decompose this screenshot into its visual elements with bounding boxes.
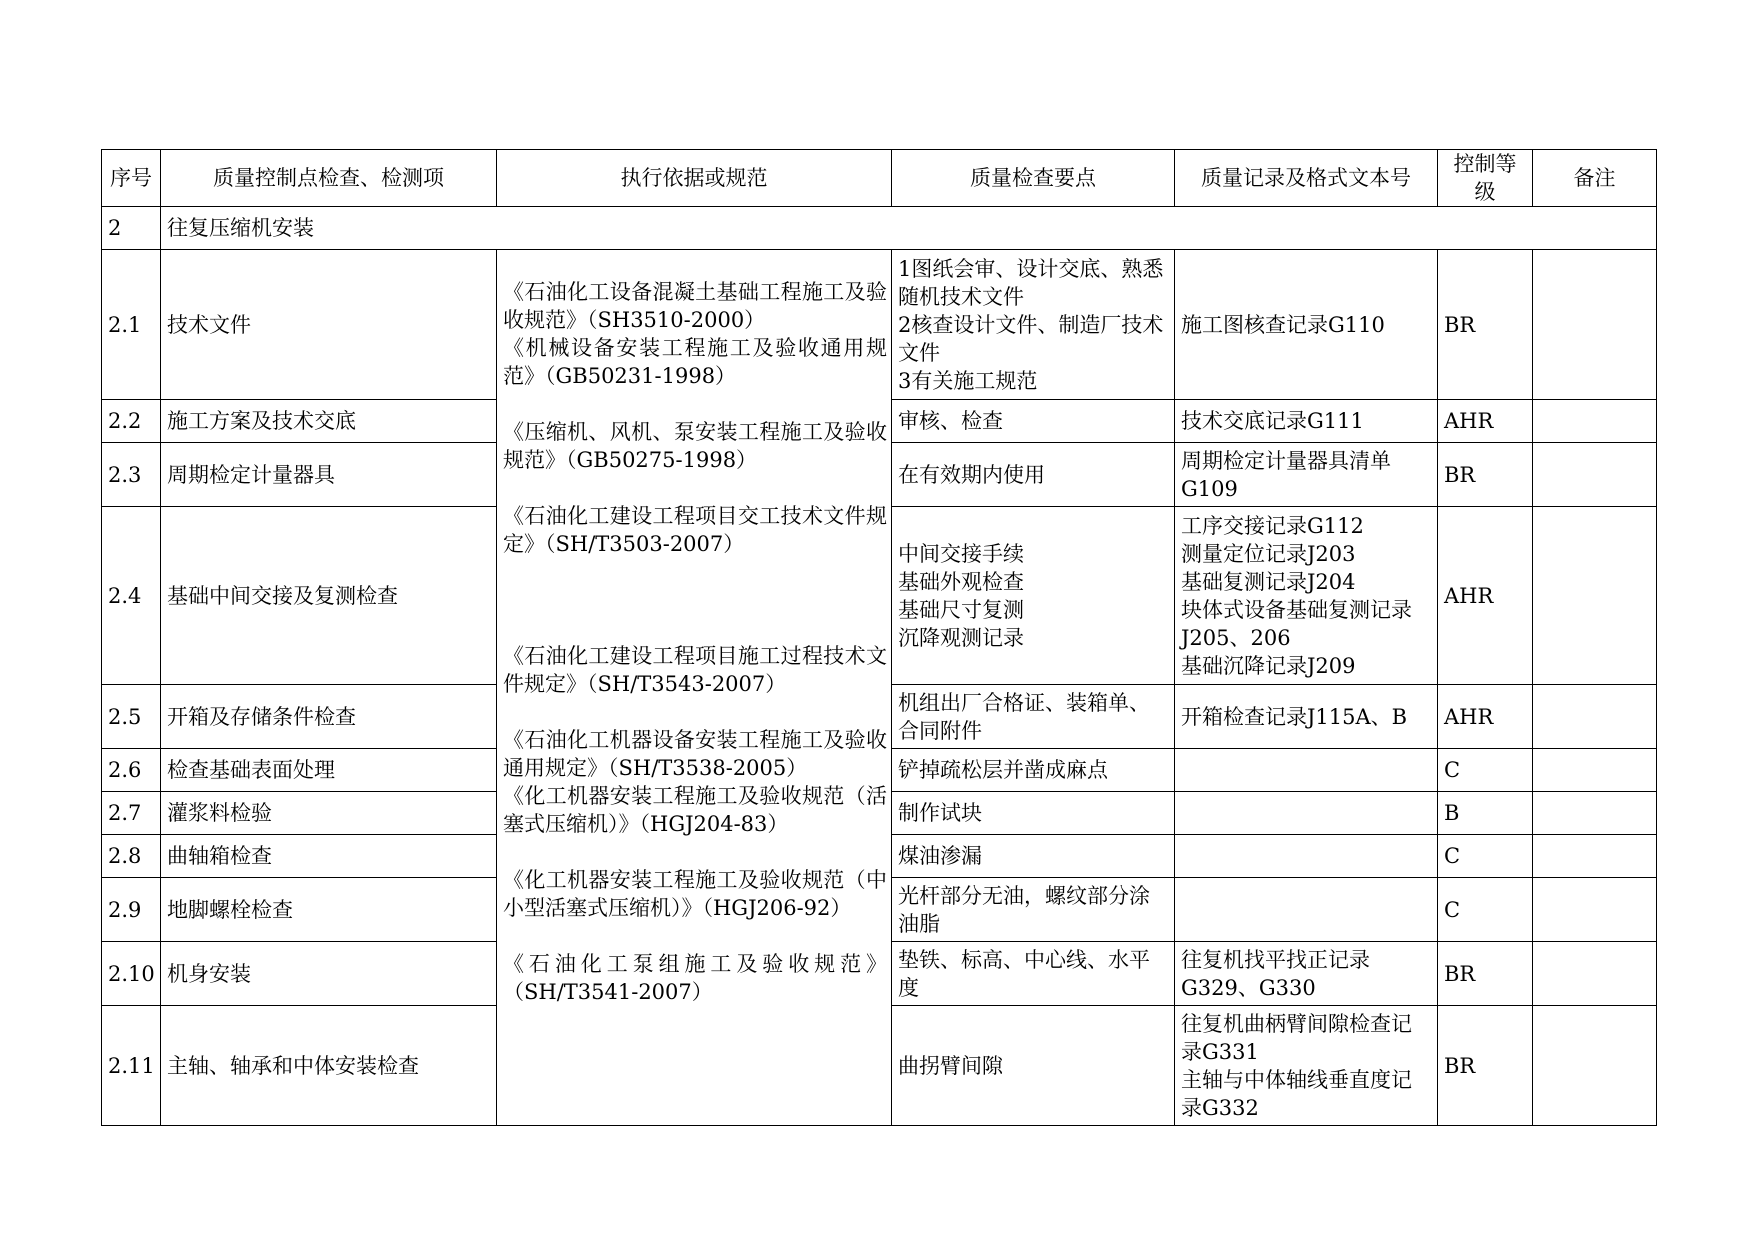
- row-number: 2.10: [102, 942, 161, 1006]
- spec-reference: 《石油化工泵组施工及验收规范》（SH/T3541-2007）: [503, 952, 887, 1004]
- row-number: 2.4: [102, 507, 161, 685]
- spec-reference: 《机械设备安装工程施工及验收通用规范》（GB50231-1998）: [503, 336, 887, 388]
- remarks: [1533, 443, 1657, 507]
- check-item: 施工方案及技术交底: [161, 400, 497, 443]
- remarks: [1533, 400, 1657, 443]
- spec-reference: 《石油化工建设工程项目交工技术文件规定》（SH/T3503-2007）: [503, 504, 887, 556]
- quality-records: 施工图核查记录G110: [1175, 250, 1438, 400]
- inspection-points: 在有效期内使用: [892, 443, 1175, 507]
- header-points: 质量检查要点: [892, 150, 1175, 207]
- inspection-points: 中间交接手续 基础外观检查 基础尺寸复测 沉降观测记录: [892, 507, 1175, 685]
- table-row: [102, 250, 1657, 400]
- row-number: 2.7: [102, 792, 161, 835]
- remarks: [1533, 507, 1657, 685]
- spec-reference: 《压缩机、风机、泵安装工程施工及验收规范》（GB50275-1998）: [503, 420, 887, 472]
- control-level: C: [1438, 749, 1533, 792]
- check-item: 灌浆料检验: [161, 792, 497, 835]
- check-item: 周期检定计量器具: [161, 443, 497, 507]
- header-basis: 执行依据或规范: [497, 150, 892, 207]
- check-item: 技术文件: [161, 250, 497, 400]
- quality-records: [1175, 792, 1438, 835]
- remarks: [1533, 835, 1657, 878]
- quality-control-table: [101, 149, 1657, 1126]
- control-level: C: [1438, 878, 1533, 942]
- control-level: AHR: [1438, 507, 1533, 685]
- control-level: C: [1438, 835, 1533, 878]
- row-number: 2.1: [102, 250, 161, 400]
- row-number: 2.5: [102, 685, 161, 749]
- spec-basis-cell: [497, 250, 892, 1126]
- check-item: 曲轴箱检查: [161, 835, 497, 878]
- spec-reference: 《化工机器安装工程施工及验收规范（中小型活塞式压缩机）》（HGJ206-92）: [503, 868, 887, 920]
- table-header-row: [102, 150, 1657, 207]
- check-item: 主轴、轴承和中体安装检查: [161, 1006, 497, 1126]
- row-number: 2.9: [102, 878, 161, 942]
- remarks: [1533, 942, 1657, 1006]
- remarks: [1533, 250, 1657, 400]
- inspection-points: 煤油渗漏: [892, 835, 1175, 878]
- control-level: B: [1438, 792, 1533, 835]
- header-level: 控制等级: [1438, 150, 1533, 207]
- inspection-points: 机组出厂合格证、装箱单、合同附件: [892, 685, 1175, 749]
- inspection-points: 审核、检查: [892, 400, 1175, 443]
- quality-records: 工序交接记录G112 测量定位记录J203 基础复测记录J204 块体式设备基础复测记录J205、206 基础沉降记录J209: [1175, 507, 1438, 685]
- section-row: [102, 207, 1657, 250]
- control-level: AHR: [1438, 685, 1533, 749]
- inspection-points: 垫铁、标高、中心线、水平度: [892, 942, 1175, 1006]
- spec-reference: 《石油化工设备混凝土基础工程施工及验收规范》（SH3510-2000）: [503, 280, 887, 332]
- quality-records: 开箱检查记录J115A、B: [1175, 685, 1438, 749]
- section-title: 往复压缩机安装: [161, 207, 1657, 250]
- row-number: 2.11: [102, 1006, 161, 1126]
- quality-records: 周期检定计量器具清单G109: [1175, 443, 1438, 507]
- remarks: [1533, 1006, 1657, 1126]
- inspection-points: 1图纸会审、设计交底、熟悉随机技术文件 2核查设计文件、制造厂技术文件 3有关施工规范: [892, 250, 1175, 400]
- header-item: 质量控制点检查、检测项: [161, 150, 497, 207]
- inspection-points: 制作试块: [892, 792, 1175, 835]
- check-item: 机身安装: [161, 942, 497, 1006]
- quality-records: [1175, 878, 1438, 942]
- check-item: 检查基础表面处理: [161, 749, 497, 792]
- row-number: 2.2: [102, 400, 161, 443]
- header-records: 质量记录及格式文本号: [1175, 150, 1438, 207]
- remarks: [1533, 792, 1657, 835]
- quality-records: [1175, 835, 1438, 878]
- check-item: 基础中间交接及复测检查: [161, 507, 497, 685]
- section-number: 2: [102, 207, 161, 250]
- spec-reference: 《化工机器安装工程施工及验收规范（活塞式压缩机）》（HGJ204-83）: [503, 784, 887, 836]
- row-number: 2.8: [102, 835, 161, 878]
- quality-records: [1175, 749, 1438, 792]
- control-level: AHR: [1438, 400, 1533, 443]
- quality-records: 往复机找平找正记录G329、G330: [1175, 942, 1438, 1006]
- remarks: [1533, 685, 1657, 749]
- header-seq: 序号: [102, 150, 161, 207]
- remarks: [1533, 878, 1657, 942]
- inspection-points: 铲掉疏松层并凿成麻点: [892, 749, 1175, 792]
- quality-records: 技术交底记录G111: [1175, 400, 1438, 443]
- spec-reference: 《石油化工建设工程项目施工过程技术文件规定》（SH/T3543-2007）: [503, 644, 887, 696]
- control-level: BR: [1438, 250, 1533, 400]
- header-remarks: 备注: [1533, 150, 1657, 207]
- quality-records: 往复机曲柄臂间隙检查记录G331 主轴与中体轴线垂直度记录G332: [1175, 1006, 1438, 1126]
- inspection-points: 曲拐臂间隙: [892, 1006, 1175, 1126]
- control-level: BR: [1438, 1006, 1533, 1126]
- check-item: 地脚螺栓检查: [161, 878, 497, 942]
- row-number: 2.3: [102, 443, 161, 507]
- control-level: BR: [1438, 443, 1533, 507]
- row-number: 2.6: [102, 749, 161, 792]
- check-item: 开箱及存储条件检查: [161, 685, 497, 749]
- control-level: BR: [1438, 942, 1533, 1006]
- remarks: [1533, 749, 1657, 792]
- spec-reference: 《石油化工机器设备安装工程施工及验收通用规定》（SH/T3538-2005）: [503, 728, 887, 780]
- inspection-points: 光杆部分无油，螺纹部分涂油脂: [892, 878, 1175, 942]
